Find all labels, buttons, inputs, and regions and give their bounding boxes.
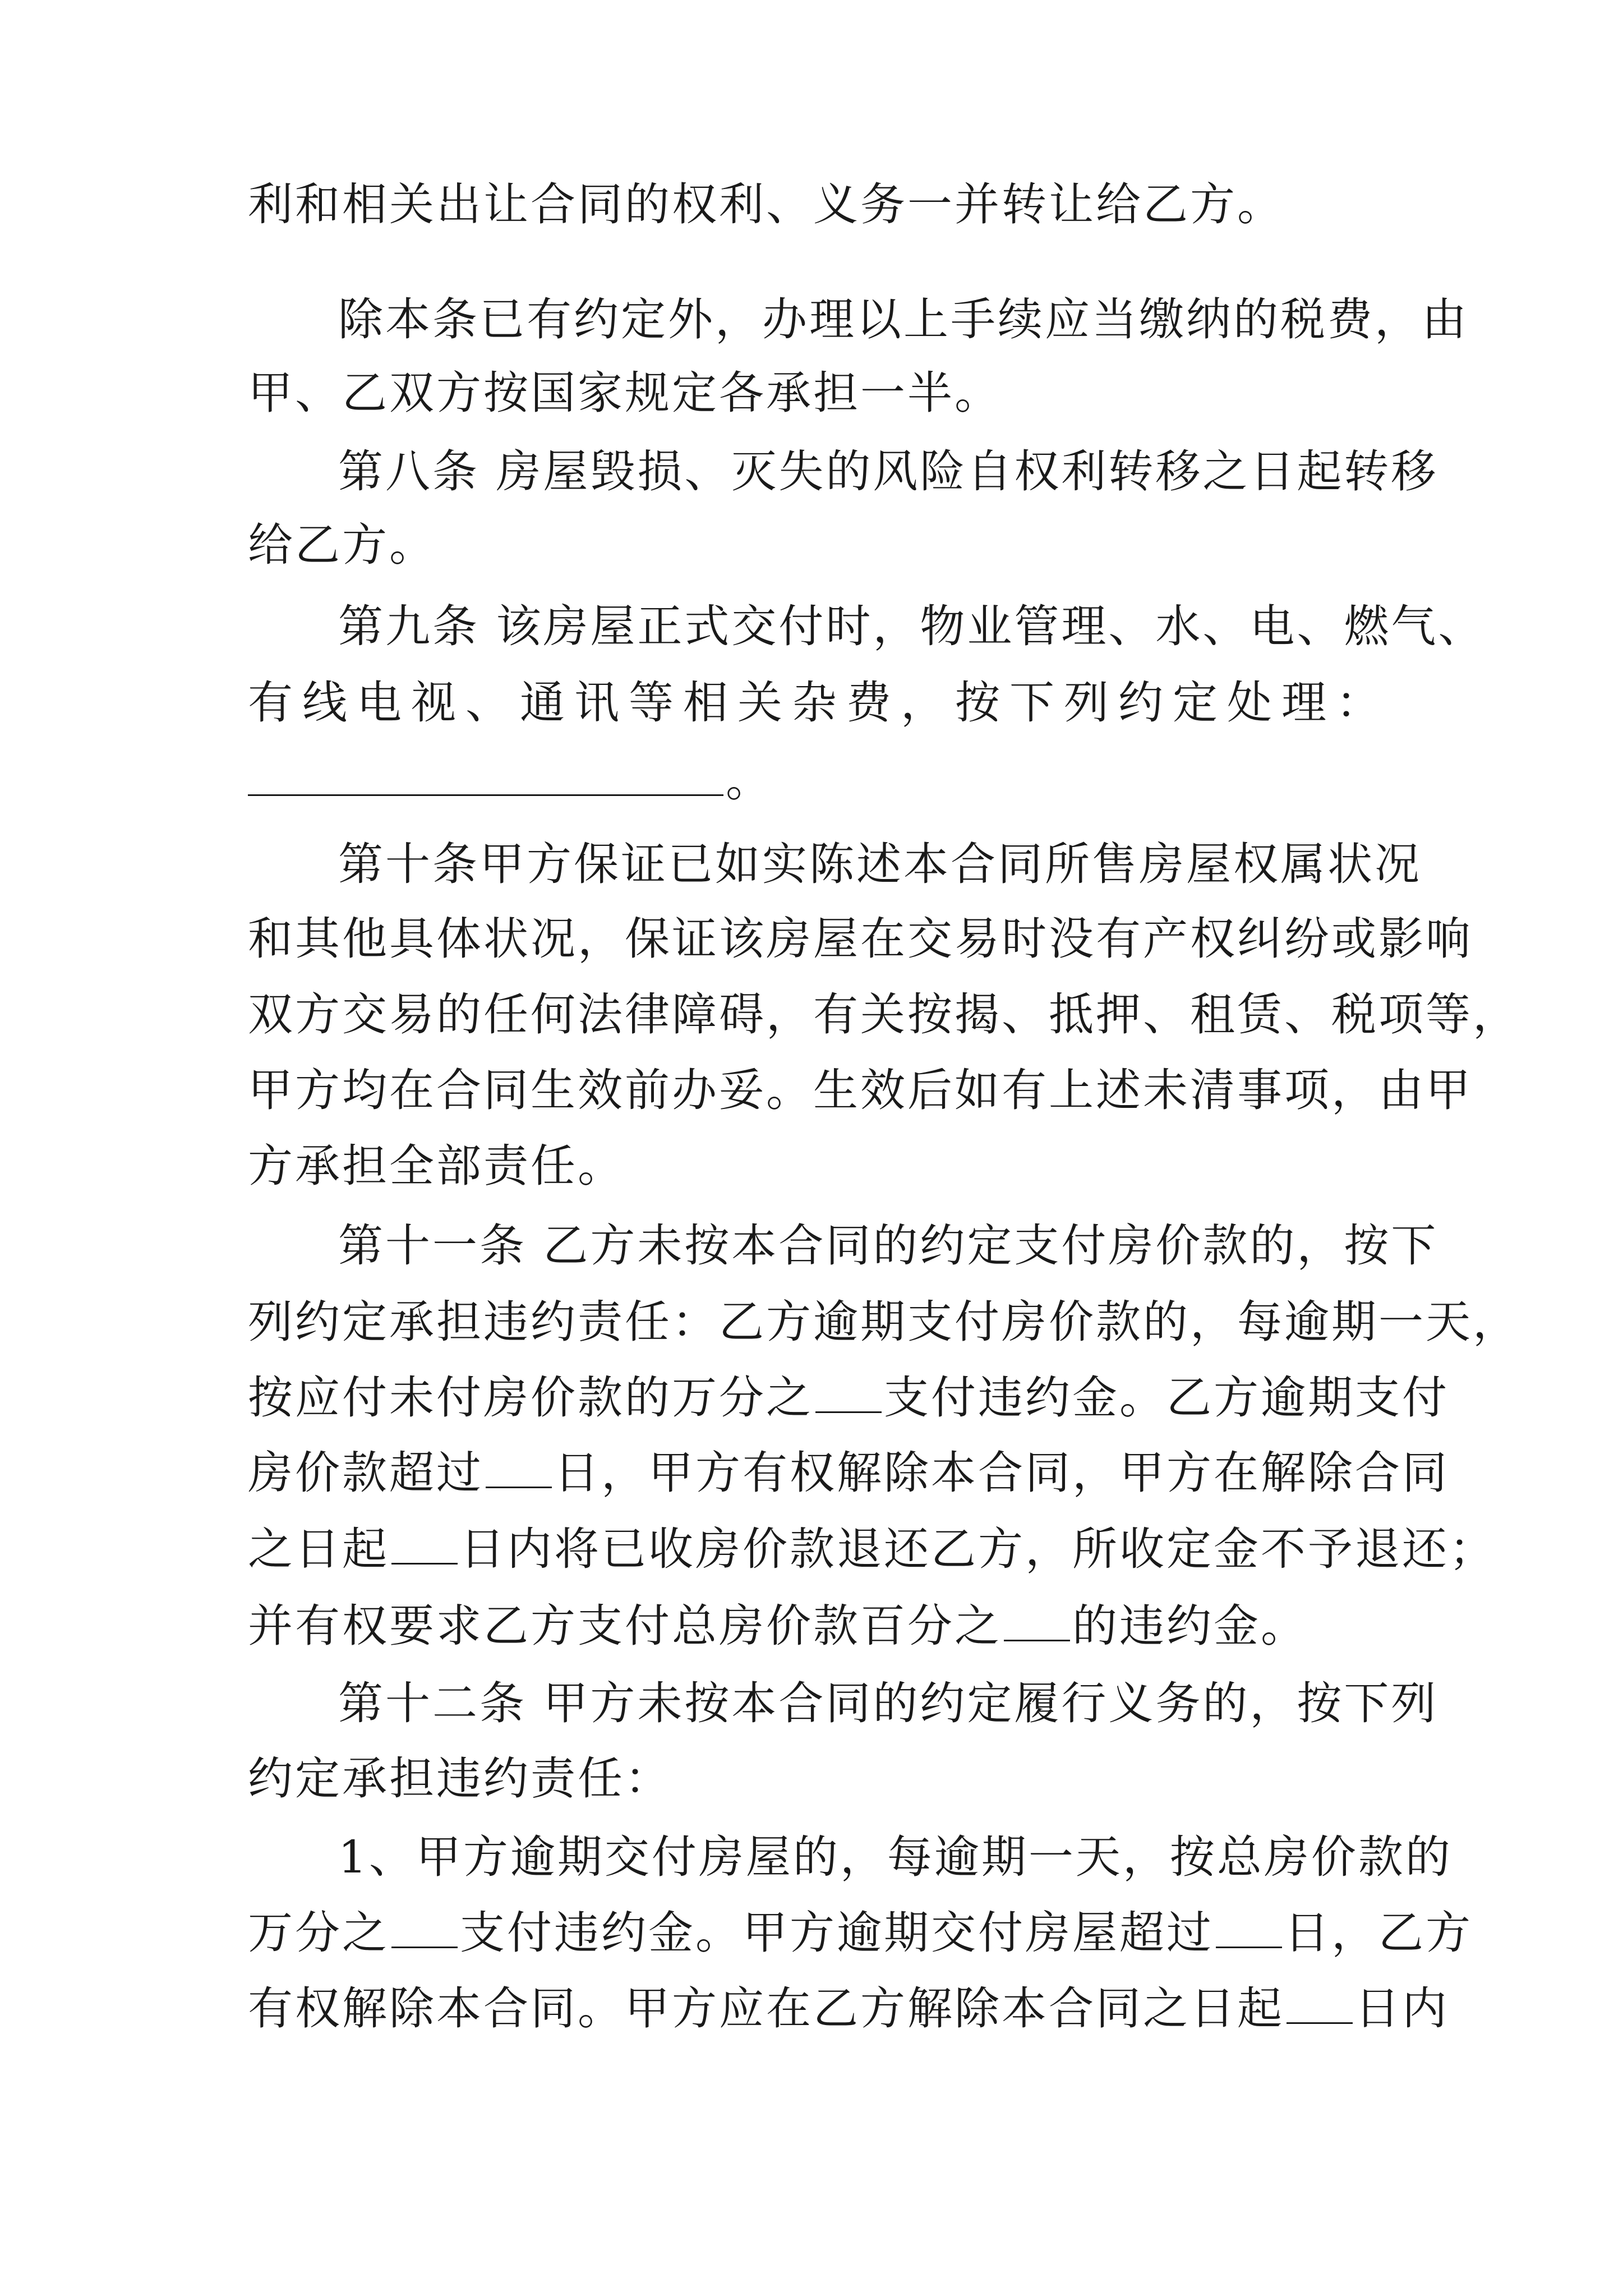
char: 处 xyxy=(1227,677,1272,729)
text-segment: 日，乙方 xyxy=(1284,1907,1473,1959)
fill-in-blank xyxy=(1216,1902,1282,1948)
text-line xyxy=(248,1975,1449,2042)
fill-in-blank xyxy=(1287,1977,1353,2024)
text-line: 第十一条 乙方未按本合同的约定支付房价款的，按下 xyxy=(338,1220,1438,1272)
text-line: 和其他具体状况，保证该房屋在交易时没有产权纠纷或影响 xyxy=(248,913,1473,965)
text-line: 第八条 房屋毁损、灭失的风险自权利转移之日起转移 xyxy=(338,445,1438,498)
text-segment: 按应付未付房价款的万分之 xyxy=(248,1372,813,1424)
line-end-text: 。 xyxy=(726,754,773,807)
text-line: 1、甲方逾期交付房屋的，每逾期一天，按总房价款的 xyxy=(338,1831,1453,1883)
char: 下 xyxy=(1009,677,1054,729)
text-segment: 的违约金。 xyxy=(1072,1600,1308,1652)
text-line: 除本条已有约定外，办理以上手续应当缴纳的税费，由 xyxy=(338,293,1469,346)
char: 线 xyxy=(302,677,347,729)
text-line: 双方交易的任何法律障碍，有关按揭、抵押、租赁、税项等， xyxy=(248,988,1520,1041)
text-line: 第十二条 甲方未按本合同的约定履行义务的，按下列 xyxy=(338,1677,1438,1729)
text-segment: 日内将已收房价款退还乙方，所收定金不予退还； xyxy=(460,1523,1496,1575)
text-line: 给乙方。 xyxy=(248,519,436,571)
text-segment: 万分之 xyxy=(248,1907,389,1959)
char: 关 xyxy=(737,677,782,729)
text-segment: 支付违约金。甲方逾期交付房屋超过 xyxy=(460,1907,1214,1959)
char: ： xyxy=(1336,677,1381,729)
fill-in-blank xyxy=(391,1518,458,1565)
char: 、 xyxy=(465,677,510,729)
char: ， xyxy=(901,677,946,729)
text-segment: 日内 xyxy=(1355,1982,1449,2035)
text-line: 第十条甲方保证已如实陈述本合同所售房屋权属状况 xyxy=(338,838,1422,890)
char: 相 xyxy=(683,677,728,729)
char: 理 xyxy=(1281,677,1326,729)
justified-text-line xyxy=(248,669,1381,737)
fill-in-blank xyxy=(248,749,723,796)
char: 约 xyxy=(1118,677,1163,729)
fill-in-blank xyxy=(815,1366,882,1413)
char: 通 xyxy=(520,677,565,729)
text-segment: 房价款超过 xyxy=(248,1447,483,1499)
text-line: 利和相关出让合同的权利、义务一并转让给乙方。 xyxy=(248,178,1284,231)
text-line: 甲、乙双方按国家规定各承担一半。 xyxy=(248,367,1002,419)
char: 列 xyxy=(1064,677,1109,729)
fill-in-blank xyxy=(486,1442,552,1488)
text-segment: 之日起 xyxy=(248,1523,389,1575)
fill-in-blank xyxy=(391,1902,458,1948)
char: 杂 xyxy=(792,677,837,729)
fill-in-blank xyxy=(1004,1595,1070,1641)
text-line: 方承担全部责任。 xyxy=(248,1140,625,1192)
char: 按 xyxy=(955,677,1000,729)
char: 电 xyxy=(357,677,402,729)
char: 有 xyxy=(248,677,293,729)
text-line xyxy=(248,1516,1496,1583)
text-segment: 支付违约金。乙方逾期支付 xyxy=(884,1372,1449,1424)
text-line: 约定承担违约责任： xyxy=(248,1752,672,1805)
text-line xyxy=(248,1364,1449,1432)
text-line xyxy=(248,747,1381,815)
char: 等 xyxy=(629,677,674,729)
text-line: 甲方均在合同生效前办妥。生效后如有上述未清事项，由甲 xyxy=(248,1064,1473,1116)
text-line xyxy=(248,1899,1473,1967)
char: 视 xyxy=(411,677,456,729)
char: 费 xyxy=(846,677,891,729)
text-segment: 日，甲方有权解除本合同，甲方在解除合同 xyxy=(554,1447,1449,1499)
text-line: 列约定承担违约责任：乙方逾期支付房价款的，每逾期一天， xyxy=(248,1296,1520,1348)
text-segment: 并有权要求乙方支付总房价款百分之 xyxy=(248,1600,1002,1652)
text-line: 第九条 该房屋正式交付时，物业管理、水、电、燃气、 xyxy=(338,600,1486,652)
text-line xyxy=(248,1593,1381,1660)
char: 定 xyxy=(1173,677,1218,729)
text-segment: 有权解除本合同。甲方应在乙方解除本合同之日起 xyxy=(248,1982,1284,2035)
char: 讯 xyxy=(574,677,619,729)
text-line xyxy=(248,1439,1449,1507)
